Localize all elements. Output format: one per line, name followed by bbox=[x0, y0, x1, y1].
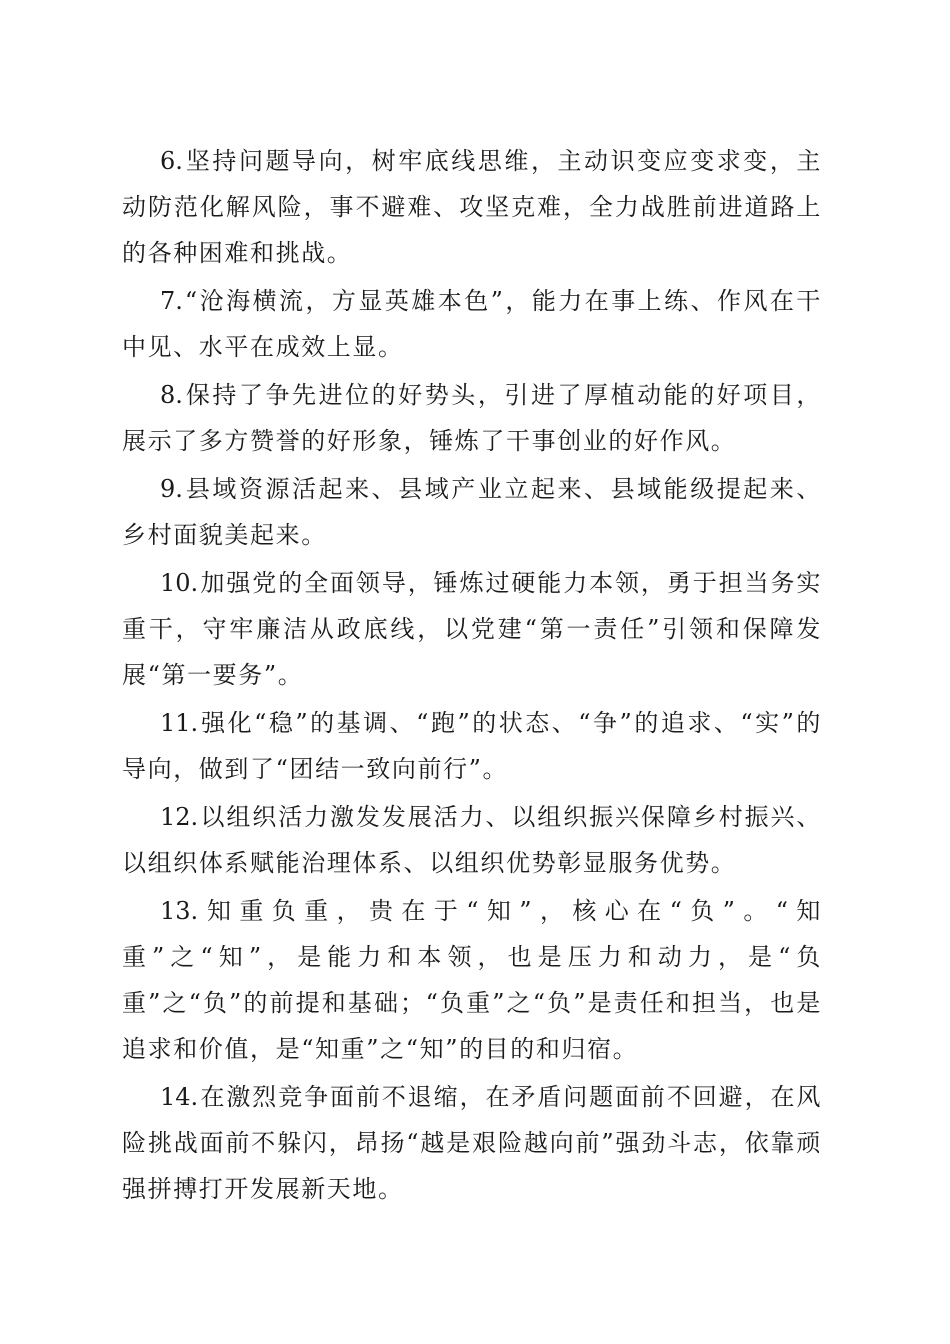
item-number: 10. bbox=[160, 569, 199, 597]
item-text: “沧海横流，方显英雄本色”，能力在事上练、作风在干中见、水平在成效上显。 bbox=[122, 287, 822, 361]
item-number: 13. bbox=[160, 897, 199, 925]
list-item-14 bbox=[122, 1074, 822, 1212]
list-item-13 bbox=[122, 888, 822, 1072]
list-item-9 bbox=[122, 466, 822, 558]
item-number: 12. bbox=[160, 803, 199, 831]
document-page bbox=[122, 138, 822, 1214]
item-text: 以组织活力激发发展活力、以组织振兴保障乡村振兴、以组织体系赋能治理体系、以组织优势彰显服务优势。 bbox=[122, 803, 822, 877]
item-text: 县域资源活起来、县域产业立起来、县域能级提起来、乡村面貌美起来。 bbox=[122, 475, 822, 549]
list-item-8 bbox=[122, 372, 822, 464]
item-number: 9. bbox=[160, 475, 183, 503]
item-number: 14. bbox=[160, 1083, 199, 1111]
item-text: 坚持问题导向，树牢底线思维，主动识变应变求变，主动防范化解风险，事不避难、攻坚克难，全力战胜前进道路上的各种困难和挑战。 bbox=[122, 147, 822, 267]
list-item-7 bbox=[122, 278, 822, 370]
item-number: 8. bbox=[160, 381, 183, 409]
item-number: 7. bbox=[160, 287, 183, 315]
list-item-6 bbox=[122, 138, 822, 276]
item-number: 11. bbox=[160, 709, 199, 737]
list-item-12 bbox=[122, 794, 822, 886]
item-text: 保持了争先进位的好势头，引进了厚植动能的好项目，展示了多方赞誉的好形象，锤炼了干事创业的好作风。 bbox=[122, 381, 822, 455]
item-text: 加强党的全面领导，锤炼过硬能力本领，勇于担当务实重干，守牢廉洁从政底线，以党建“第一责任”引领和保障发展“第一要务”。 bbox=[122, 569, 822, 689]
item-text: 知重负重，贵在于“知”，核心在“负”。“知重”之“知”，是能力和本领，也是压力和动力，是“负重”之“负”的前提和基础；“负重”之“负”是责任和担当，也是追求和价值，是“知重”之“知”的目的和归宿。 bbox=[122, 897, 822, 1063]
item-text: 在激烈竞争面前不退缩，在矛盾问题面前不回避，在风险挑战面前不躲闪，昂扬“越是艰险越向前”强劲斗志，依靠顽强拼搏打开发展新天地。 bbox=[122, 1083, 822, 1203]
item-number: 6. bbox=[160, 147, 183, 175]
list-item-10 bbox=[122, 560, 822, 698]
item-text: 强化“稳”的基调、“跑”的状态、“争”的追求、“实”的导向，做到了“团结一致向前行”。 bbox=[122, 709, 822, 783]
list-item-11 bbox=[122, 700, 822, 792]
